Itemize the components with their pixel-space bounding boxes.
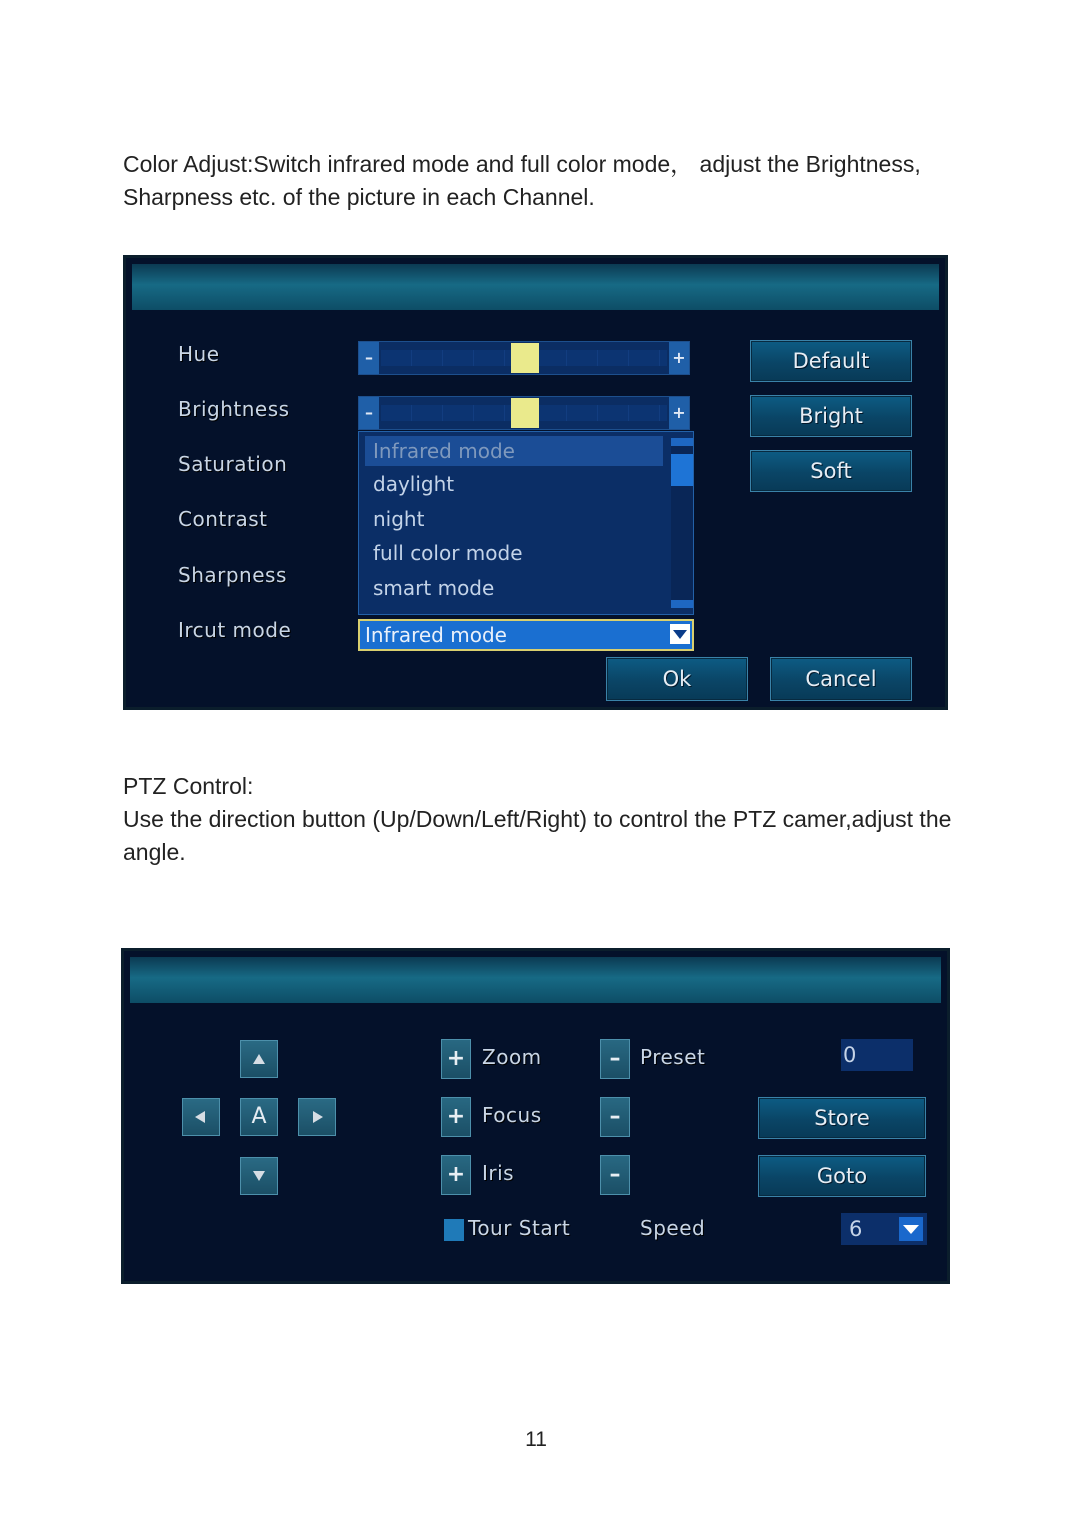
chevron-down-icon[interactable]: [899, 1217, 923, 1241]
cancel-button[interactable]: Cancel: [770, 657, 912, 701]
iris-open-button[interactable]: +: [441, 1155, 471, 1195]
arrow-right-icon: [313, 1111, 323, 1123]
dialog-title-bar: [130, 957, 941, 1003]
arrow-left-icon: [195, 1111, 205, 1123]
ptz-right-button[interactable]: [298, 1098, 336, 1136]
auto-label: A: [251, 1104, 267, 1129]
tour-start-checkbox[interactable]: [444, 1219, 464, 1241]
hue-slider-thumb[interactable]: [511, 343, 539, 373]
scrollbar-thumb[interactable]: [671, 454, 693, 486]
ptz-control-body: Use the direction button (Up/Down/Left/Right) to control the PTZ camer,adjust the angle.: [123, 806, 952, 865]
color-adjust-description: Color Adjust:Switch infrared mode and full color mode， adjust the Brightness, Sharpness etc. of the picture in each Channel.: [123, 151, 921, 210]
speed-value: 6: [849, 1217, 863, 1241]
hue-increase-button[interactable]: +: [669, 342, 689, 374]
page-number: 11: [525, 1428, 547, 1451]
ircut-option[interactable]: daylight: [373, 472, 455, 496]
goto-button[interactable]: Goto: [758, 1155, 926, 1197]
sharpness-label: Sharpness: [178, 563, 287, 587]
brightness-increase-button[interactable]: +: [669, 397, 689, 429]
brightness-decrease-button[interactable]: –: [359, 397, 379, 429]
default-button[interactable]: Default: [750, 340, 912, 382]
focus-label: Focus: [482, 1103, 542, 1127]
tour-start-label: Tour Start: [468, 1216, 571, 1240]
ircut-option[interactable]: Infrared mode: [365, 436, 663, 466]
speed-label: Speed: [640, 1216, 706, 1240]
ircut-mode-label: Ircut mode: [178, 618, 292, 642]
hue-slider[interactable]: [358, 341, 690, 375]
preset-number-input[interactable]: 0: [841, 1039, 913, 1071]
zoom-out-button[interactable]: –: [600, 1039, 630, 1079]
bright-button[interactable]: Bright: [750, 395, 912, 437]
brightness-slider[interactable]: [358, 396, 690, 430]
ircut-selected-value: Infrared mode: [365, 623, 507, 647]
ircut-option[interactable]: night: [373, 507, 425, 531]
arrow-up-icon: [253, 1054, 265, 1064]
iris-label: Iris: [482, 1161, 515, 1185]
ircut-option[interactable]: smart mode: [373, 576, 495, 600]
speed-select[interactable]: [841, 1213, 927, 1245]
ok-button[interactable]: Ok: [606, 657, 748, 701]
scroll-up-arrow-icon[interactable]: [671, 438, 693, 446]
ptz-auto-button[interactable]: [240, 1098, 278, 1136]
ptz-control-description: [123, 770, 963, 869]
hue-decrease-button[interactable]: –: [359, 342, 379, 374]
saturation-label: Saturation: [178, 452, 288, 476]
contrast-label: Contrast: [178, 507, 268, 531]
zoom-in-button[interactable]: +: [441, 1039, 471, 1079]
ptz-control-heading: PTZ Control:: [123, 773, 254, 799]
ptz-left-button[interactable]: [182, 1098, 220, 1136]
ptz-control-dialog: [121, 948, 950, 1284]
brightness-slider-thumb[interactable]: [511, 398, 539, 428]
ircut-option[interactable]: full color mode: [373, 541, 523, 565]
ptz-down-button[interactable]: [240, 1157, 278, 1195]
arrow-down-icon: [253, 1171, 265, 1181]
preset-label: Preset: [640, 1045, 706, 1069]
ircut-mode-select[interactable]: [358, 619, 694, 651]
zoom-label: Zoom: [482, 1045, 542, 1069]
iris-close-button[interactable]: –: [600, 1155, 630, 1195]
color-adjust-dialog: [123, 255, 948, 710]
focus-out-button[interactable]: –: [600, 1097, 630, 1137]
focus-in-button[interactable]: +: [441, 1097, 471, 1137]
dropdown-scrollbar[interactable]: [671, 438, 693, 608]
dialog-title-bar: [132, 264, 939, 310]
store-button[interactable]: Store: [758, 1097, 926, 1139]
hue-label: Hue: [178, 342, 220, 366]
brightness-label: Brightness: [178, 397, 290, 421]
chevron-down-icon[interactable]: [670, 624, 690, 644]
ircut-mode-dropdown-list[interactable]: [358, 431, 694, 615]
soft-button[interactable]: Soft: [750, 450, 912, 492]
ptz-up-button[interactable]: [240, 1040, 278, 1078]
scroll-down-arrow-icon[interactable]: [671, 600, 693, 608]
